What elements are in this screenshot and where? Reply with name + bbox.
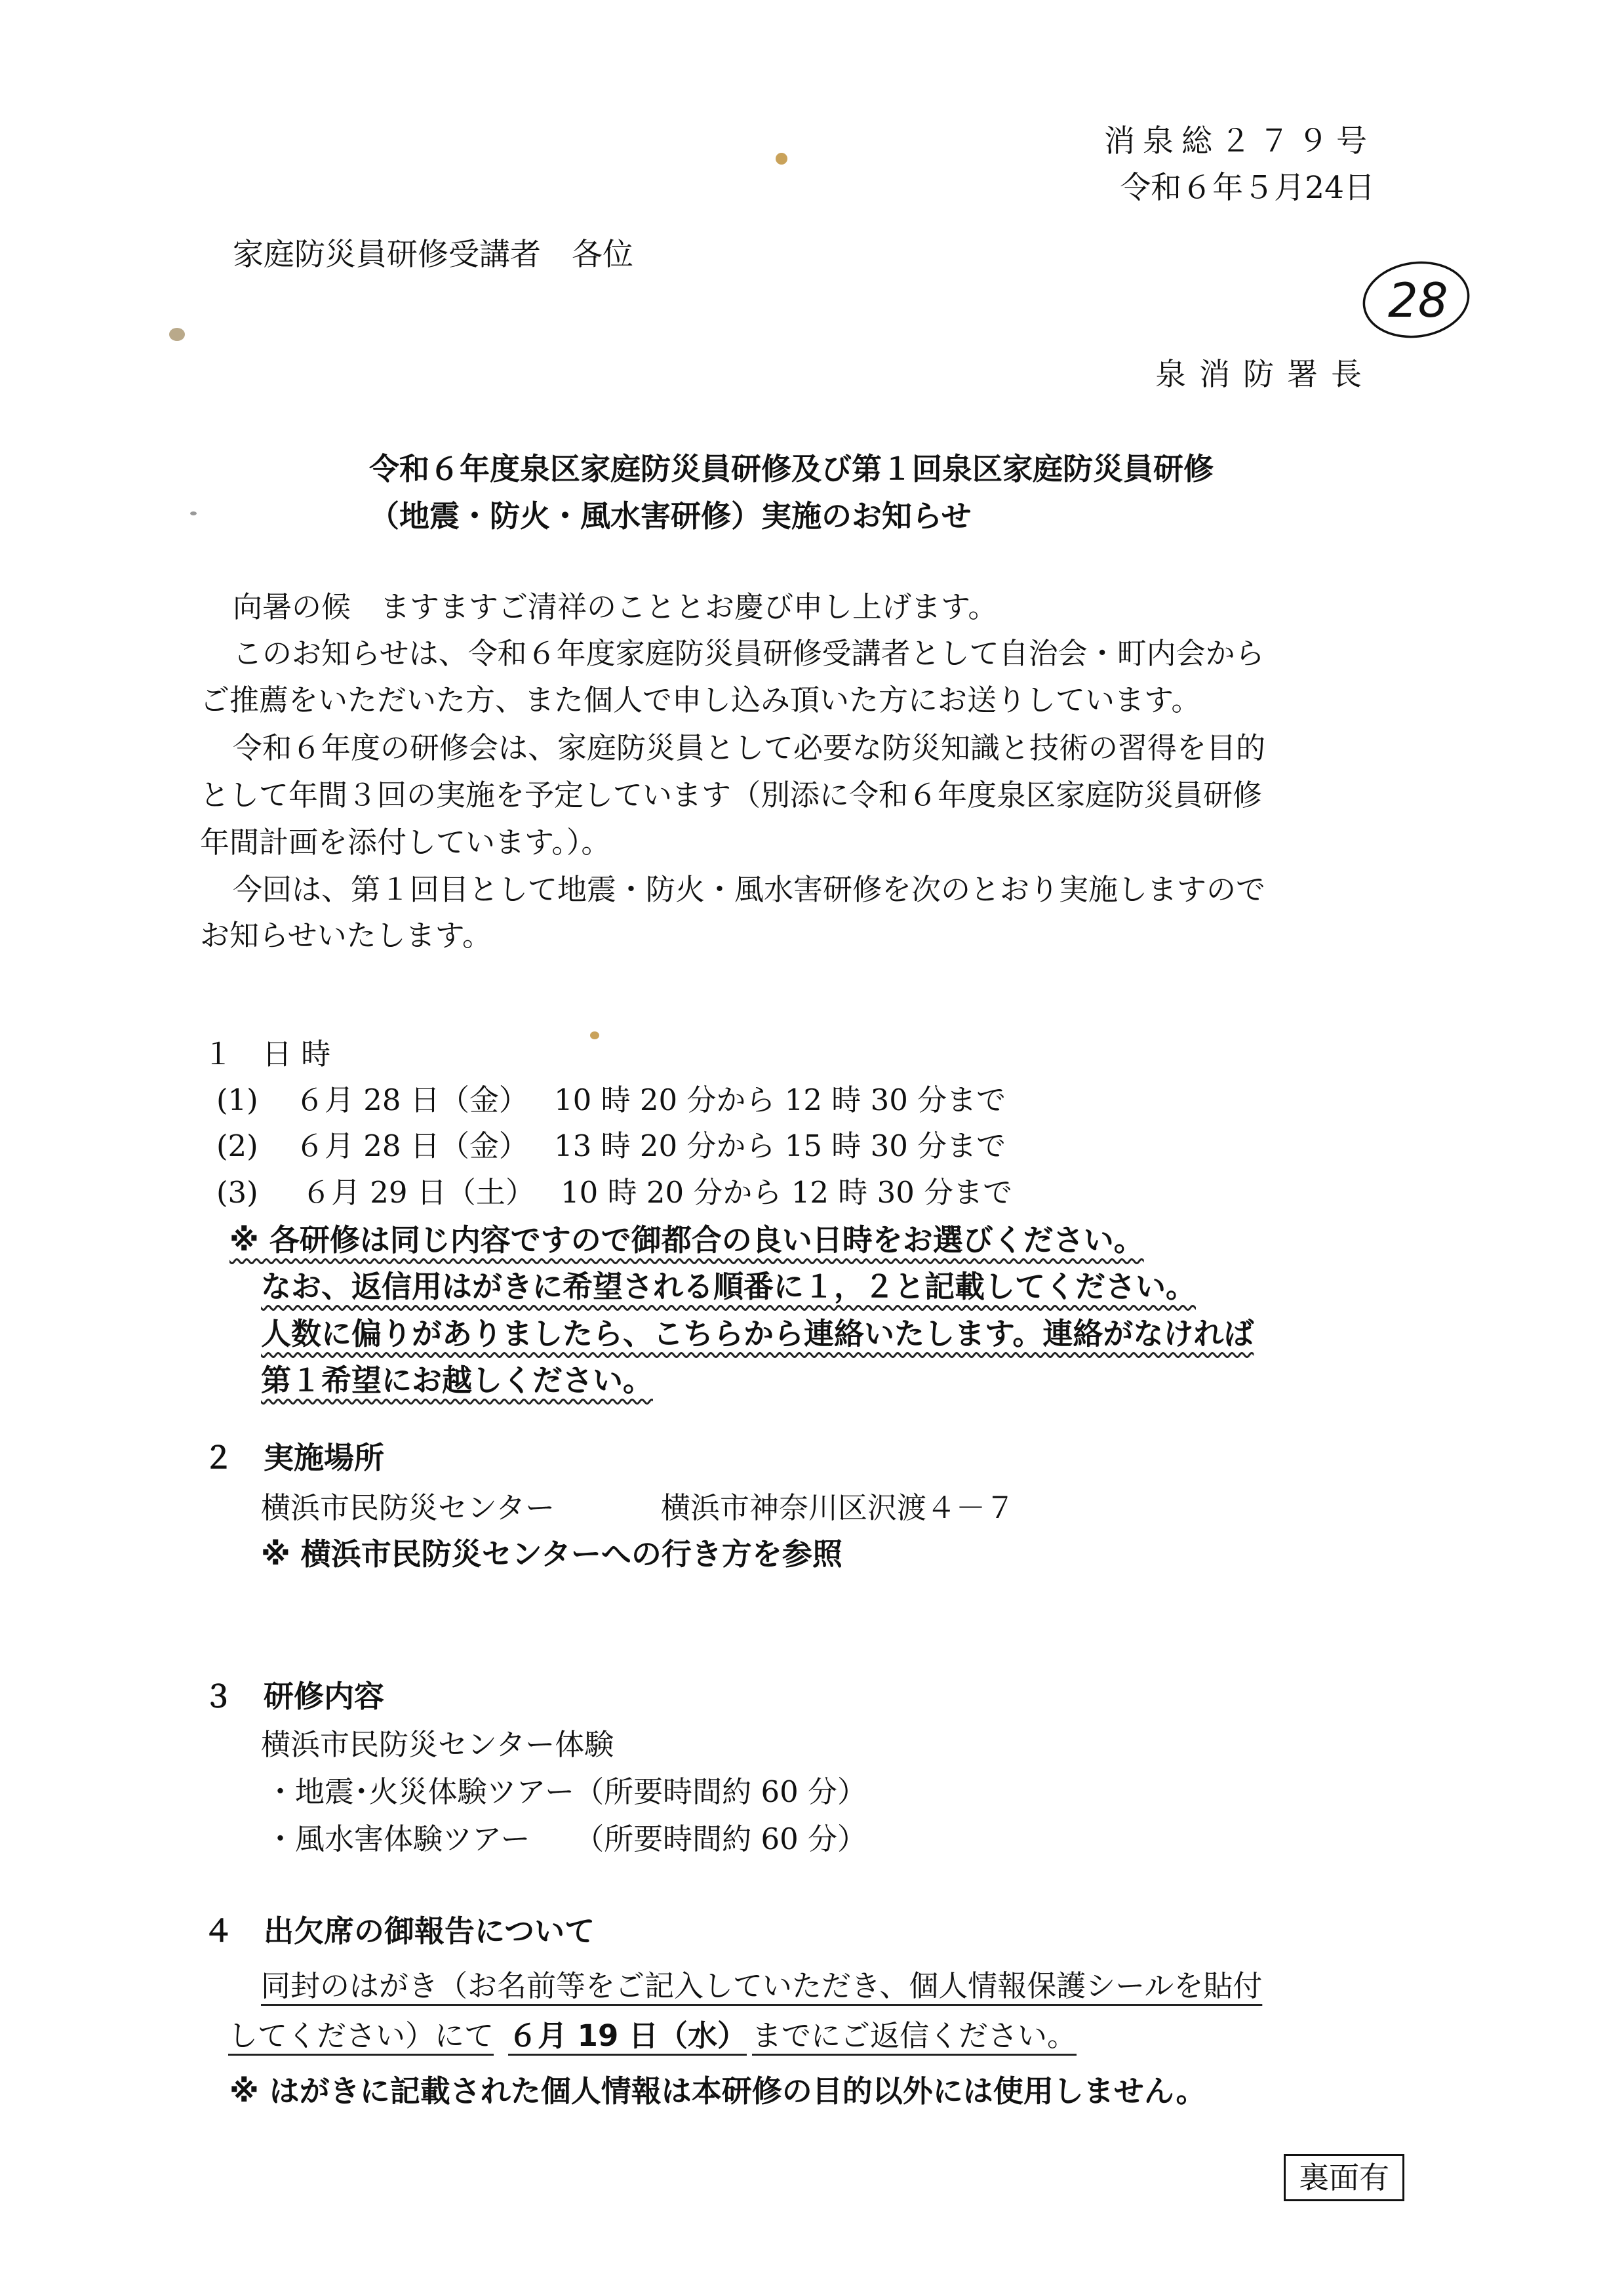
content-intro: 横浜市民防災センター体験 [261,1727,614,1762]
document-number: 消泉総２７９号 [1104,123,1375,159]
handwritten-circled-number [1360,259,1475,344]
sender-name: 泉消防署長 [1155,357,1375,393]
venue-address: 横浜市神奈川区沢渡４－７ [661,1490,1016,1525]
content-item: ・地震･火災体験ツアー（所要時間約 60 分） [266,1774,867,1809]
reply-instruction-line-2 [228,2018,1077,2053]
scan-speck [169,328,185,341]
section-2-heading: ２ 実施場所 [203,1440,384,1475]
schedule-time: 13 時 20 分から 15 時 30 分まで [554,1128,1006,1163]
schedule-number: (1) [216,1083,258,1117]
issue-date: 令和６年５月24日 [1120,170,1375,206]
title-line-1: 令和６年度泉区家庭防災員研修及び第１回泉区家庭防災員研修 [369,451,1214,487]
intro-line: 年間計画を添付しています。）。 [200,825,611,860]
recipient: 家庭防災員研修受講者 各位 [233,237,633,273]
title-line-2: （地震・防火・風水害研修）実施のお知らせ [369,498,972,534]
intro-line: 今回は、第１回目として地震・防火・風水害研修を次のとおり実施しますので [233,872,1266,907]
intro-line: このお知らせは、令和６年度家庭防災員研修受講者として自治会・町内会から [233,636,1265,671]
intro-line: お知らせいたします。 [200,918,492,953]
schedule-number: (3) [216,1175,258,1210]
schedule-time: 10 時 20 分から 12 時 30 分まで [561,1175,1013,1210]
scan-speck [590,1031,599,1039]
reply-deadline: ６月 19 日（水） [508,2018,747,2053]
schedule-note: 人数に偏りがありましたら、こちらから連絡いたします。連絡がなければ [261,1316,1254,1351]
section-3-heading: ３ 研修内容 [203,1679,384,1714]
schedule-date: ６月 29 日（土） [302,1175,535,1210]
schedule-time: 10 時 20 分から 12 時 30 分まで [554,1083,1006,1117]
svg-text:28: 28 [1388,273,1448,328]
scan-speck [776,153,787,165]
intro-line: ご推薦をいただいた方、また個人で申し込み頂いた方にお送りしています。 [200,683,1201,717]
venue-name: 横浜市民防災センター [261,1490,555,1525]
schedule-date: ６月 28 日（金） [295,1083,528,1117]
scan-speck [190,511,197,515]
reverse-side-label: 裏面有 [1284,2154,1404,2201]
schedule-date: ６月 28 日（金） [295,1128,528,1163]
intro-line: 令和６年度の研修会は、家庭防災員として必要な防災知識と技術の習得を目的 [233,730,1266,765]
reply-instruction-text: までにご返信ください。 [751,2018,1077,2053]
venue-note: ※ 横浜市民防災センターへの行き方を参照 [261,1536,842,1572]
schedule-note: ※ 各研修は同じ内容ですので御都合の良い日時をお選びください。 [229,1222,1144,1258]
section-4-heading: ４ 出欠席の御報告について [203,1913,595,1949]
reply-instruction-line-1: 同封のはがき（お名前等をご記入していただき、個人情報保護シールを貼付 [261,1968,1263,2003]
section-1-heading: １ 日 時 [203,1037,331,1071]
content-item: ・風水害体験ツアー （所要時間約 60 分） [266,1822,867,1856]
schedule-note: 第１希望にお越しください。 [261,1363,653,1398]
intro-line: 向暑の候 ますますご清祥のこととお慶び申し上げます。 [233,589,998,624]
reply-instruction-text: してください）にて [228,2018,494,2053]
schedule-note: なお、返信用はがきに希望される順番に１，２と記載してください。 [261,1269,1196,1304]
privacy-note: ※ はがきに記載された個人情報は本研修の目的以外には使用しません。 [229,2073,1206,2109]
schedule-number: (2) [216,1128,258,1163]
intro-line: として年間３回の実施を予定しています（別添に令和６年度泉区家庭防災員研修 [200,778,1263,812]
